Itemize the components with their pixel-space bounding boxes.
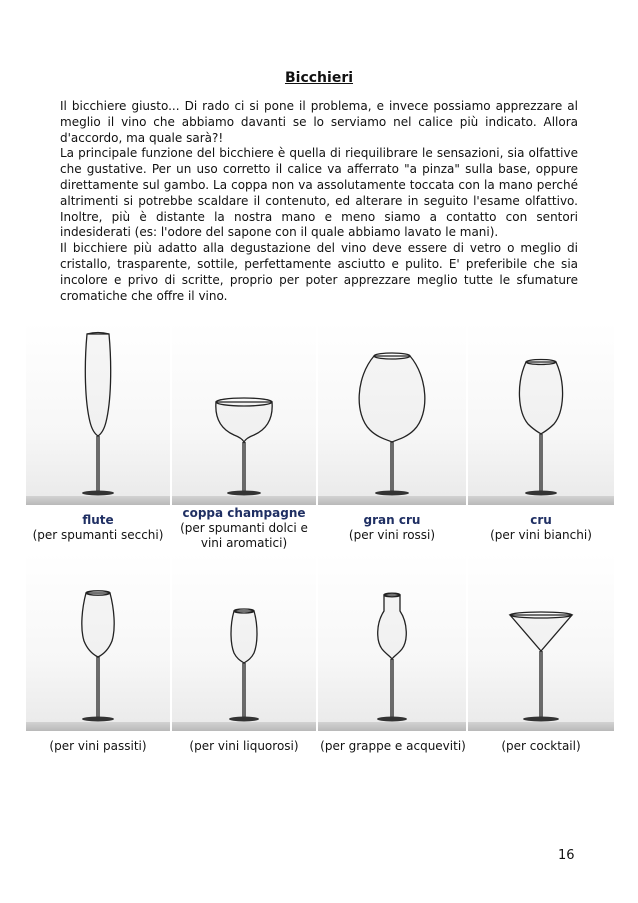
paragraph: Il bicchiere più adatto alla degustazione del vino deve essere di vetro o meglio di cristallo, trasparente, sottile, perfettamente asciutto e pulito. E' preferibile che sia incolore e privo di scritte, proprio per poter apprezzare meglio tutte le sfumature cromatiche che offre il vino. bbox=[60, 241, 578, 303]
tulip-glass-icon bbox=[26, 553, 170, 731]
glass-photo-cocktail bbox=[468, 553, 614, 731]
glass-name: coppa champagne bbox=[182, 506, 306, 520]
glass-desc: (per cocktail) bbox=[501, 739, 581, 753]
caption-liquorosi bbox=[172, 739, 316, 754]
glass-desc: (per grappe e acqueviti) bbox=[320, 739, 466, 753]
glass-desc: (per spumanti secchi) bbox=[32, 528, 164, 542]
glass-desc: (per vini liquorosi) bbox=[189, 739, 299, 753]
caption-cru bbox=[468, 513, 614, 543]
page-title: Bicchieri bbox=[284, 70, 354, 86]
glass-name: cru bbox=[530, 513, 552, 527]
caption-grancru bbox=[318, 513, 466, 543]
caption-grappa bbox=[318, 739, 468, 754]
martini-glass-icon bbox=[468, 553, 614, 731]
glass-name: flute bbox=[82, 513, 114, 527]
glass-photo-grappa bbox=[318, 553, 466, 731]
caption-flute bbox=[26, 513, 170, 543]
glass-photo-flute bbox=[26, 322, 170, 505]
coupe-glass-icon bbox=[172, 322, 316, 505]
glass-desc: (per spumanti dolci e vini aromatici) bbox=[180, 521, 308, 550]
glass-desc: (per vini bianchi) bbox=[490, 528, 592, 542]
paragraph: Il bicchiere giusto... Di rado ci si pone il problema, e invece possiamo apprezzare al meglio il vino che abbiamo davanti se lo serviamo nel calice più indicato. Allora d'accordo, ma quale sarà?! bbox=[60, 99, 578, 145]
glass-photo-coppa bbox=[172, 322, 316, 505]
caption-passiti bbox=[26, 739, 170, 754]
grappa-glass-icon bbox=[318, 553, 466, 731]
glass-desc: (per vini rossi) bbox=[348, 528, 436, 542]
glass-photo-cru bbox=[468, 322, 614, 505]
port-glass-icon bbox=[172, 553, 316, 731]
balloon-glass-icon bbox=[318, 322, 466, 505]
caption-coppa bbox=[176, 506, 312, 551]
glass-photo-grancru bbox=[318, 322, 466, 505]
glass-photo-passiti bbox=[26, 553, 170, 731]
paragraph: La principale funzione del bicchiere è quella di riequilibrare le sensazioni, sia olfattive che gustative. Per un uso corretto il calice va afferrato "a pinza" sulla base, oppure direttamente sul gambo. La coppa non va assolutamente toccata con la mano perché altrimenti si potrebbe scaldare il contenuto, ed alterare in seguito l'esame olfattivo. Inoltre, più è distante la nostra mano e meno siamo a contatto con sentori indesiderati (es: l'odore del sapone con il quale abbiamo lavato le mani). bbox=[60, 146, 578, 240]
glass-name: gran cru bbox=[363, 513, 421, 527]
page-number: 16 bbox=[558, 848, 575, 863]
white-wine-glass-icon bbox=[468, 322, 614, 505]
flute-glass-icon bbox=[26, 322, 170, 505]
body-text bbox=[60, 99, 578, 304]
glass-photo-liquorosi bbox=[172, 553, 316, 731]
glass-desc: (per vini passiti) bbox=[49, 739, 147, 753]
caption-cocktail bbox=[468, 739, 614, 754]
